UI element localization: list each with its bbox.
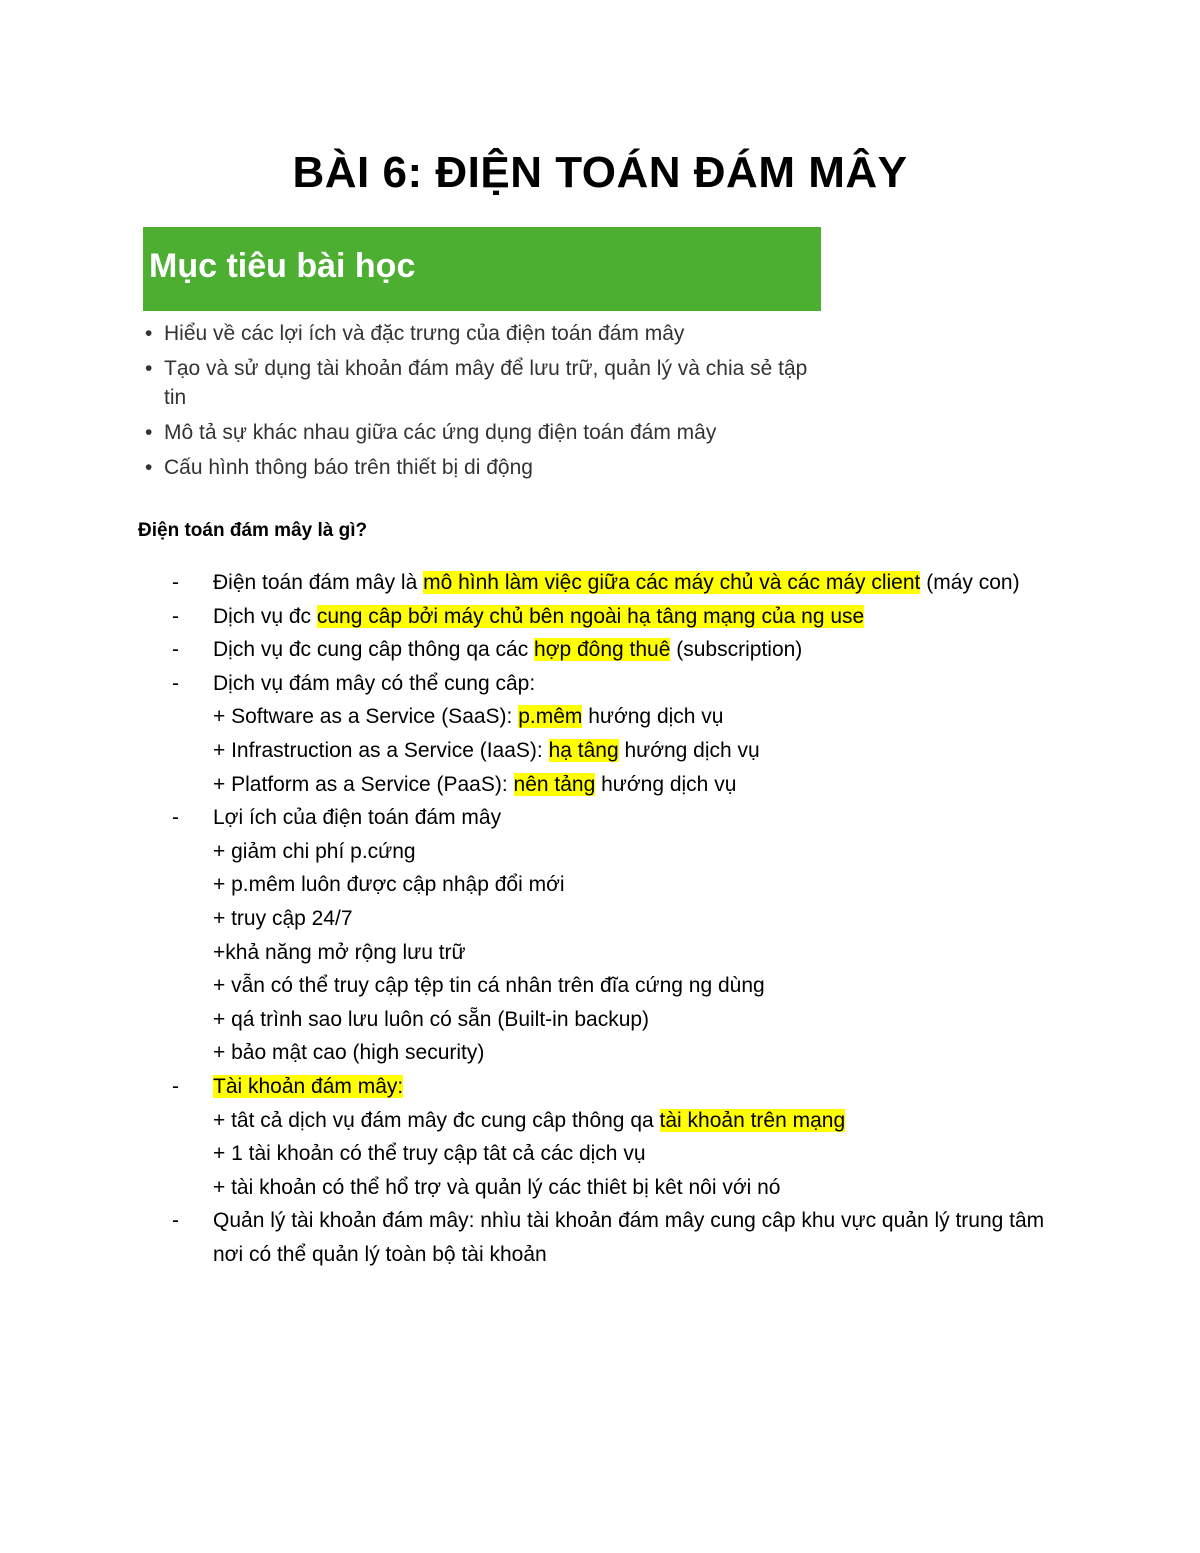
list-item: • Cấu hình thông báo trên thiết bị di động bbox=[143, 453, 833, 482]
note-saas: + Software as a Service (SaaS): p.mêm hướng dịch vụ bbox=[213, 705, 724, 729]
account-item: + 1 tài khoản có thể truy cập tât cả các dịch vụ bbox=[213, 1142, 646, 1166]
account-item: + tài khoản có thể hổ trợ và quản lý các thiêt bị kêt nôi với nó bbox=[213, 1175, 781, 1199]
list-item: • Hiểu về các lợi ích và đặc trưng của điện toán đám mây bbox=[143, 319, 833, 348]
benefit-item: + qá trình sao lưu luôn có sẵn (Built-in backup) bbox=[213, 1007, 650, 1031]
highlight: nên tảng bbox=[513, 772, 596, 796]
benefit-item: + giảm chi phí p.cứng bbox=[213, 839, 416, 863]
highlight: mô hình làm việc giữa các máy chủ và các máy client bbox=[423, 571, 921, 594]
note-iaas: + Infrastruction as a Service (IaaS): hạ tâng hướng dịch vụ bbox=[213, 738, 760, 762]
highlight: Tài khoản đám mây: bbox=[213, 1074, 404, 1098]
highlight: hợp đông thuê bbox=[534, 638, 671, 662]
note-service-types: - Dịch vụ đám mây có thể cung câp: bbox=[172, 671, 536, 695]
benefit-item: +khả năng mở rộng lưu trữ bbox=[213, 940, 466, 964]
note-provider: - Dịch vụ đc cung câp bởi máy chủ bên ngoài hạ tâng mạng của ng use bbox=[172, 604, 865, 628]
note-cloud-account: - Tài khoản đám mây: bbox=[172, 1074, 404, 1098]
note-account-management: - Quản lý tài khoản đám mây: nhìu tài khoản đám mây cung câp khu vực quản lý trung tâm nơi có thể quản lý toàn bộ tài khoản bbox=[172, 1209, 1045, 1266]
note-benefits: - Lợi ích của điện toán đám mây bbox=[172, 806, 502, 830]
page-title: BÀI 6: ĐIỆN TOÁN ĐÁM MÂY bbox=[292, 148, 908, 197]
highlight: cung câp bởi máy chủ bên ngoài hạ tâng mạng của ng use bbox=[316, 604, 865, 628]
goals-heading: Mục tiêu bài học bbox=[149, 247, 416, 285]
account-item: + tât cả dịch vụ đám mây đc cung câp thông qa tài khoản trên mạng bbox=[213, 1108, 846, 1132]
goals-list bbox=[143, 319, 833, 488]
list-item: • Tạo và sử dụng tài khoản đám mây để lưu trữ, quản lý và chia sẻ tập tin bbox=[143, 354, 833, 412]
notes-body bbox=[170, 566, 1070, 1271]
bullet: • bbox=[145, 357, 153, 380]
benefit-item: + p.mêm luôn được cập nhập đổi mới bbox=[213, 873, 565, 897]
bullet: • bbox=[145, 322, 153, 345]
benefit-item: + truy cập 24/7 bbox=[213, 906, 353, 930]
benefit-item: + bảo mật cao (high security) bbox=[213, 1041, 485, 1065]
bullet: • bbox=[145, 456, 153, 479]
list-item: • Mô tả sự khác nhau giữa các ứng dụng điện toán đám mây bbox=[143, 418, 833, 447]
note-definition: - Điện toán đám mây là mô hình làm việc giữa các máy chủ và các máy client (máy con) bbox=[172, 571, 1020, 594]
note-subscription: - Dịch vụ đc cung câp thông qa các hợp đông thuê (subscription) bbox=[172, 638, 803, 662]
bullet: • bbox=[145, 421, 153, 444]
goals-banner bbox=[143, 227, 821, 311]
benefit-item: + vẫn có thể truy cập tệp tin cá nhân trên đĩa cứng ng dùng bbox=[213, 974, 765, 998]
section-heading: Điện toán đám mây là gì? bbox=[138, 520, 368, 541]
highlight: p.mêm bbox=[518, 705, 583, 729]
highlight: hạ tâng bbox=[548, 738, 619, 762]
note-paas: + Platform as a Service (PaaS): nên tảng hướng dịch vụ bbox=[213, 772, 737, 796]
highlight: tài khoản trên mạng bbox=[659, 1108, 846, 1132]
